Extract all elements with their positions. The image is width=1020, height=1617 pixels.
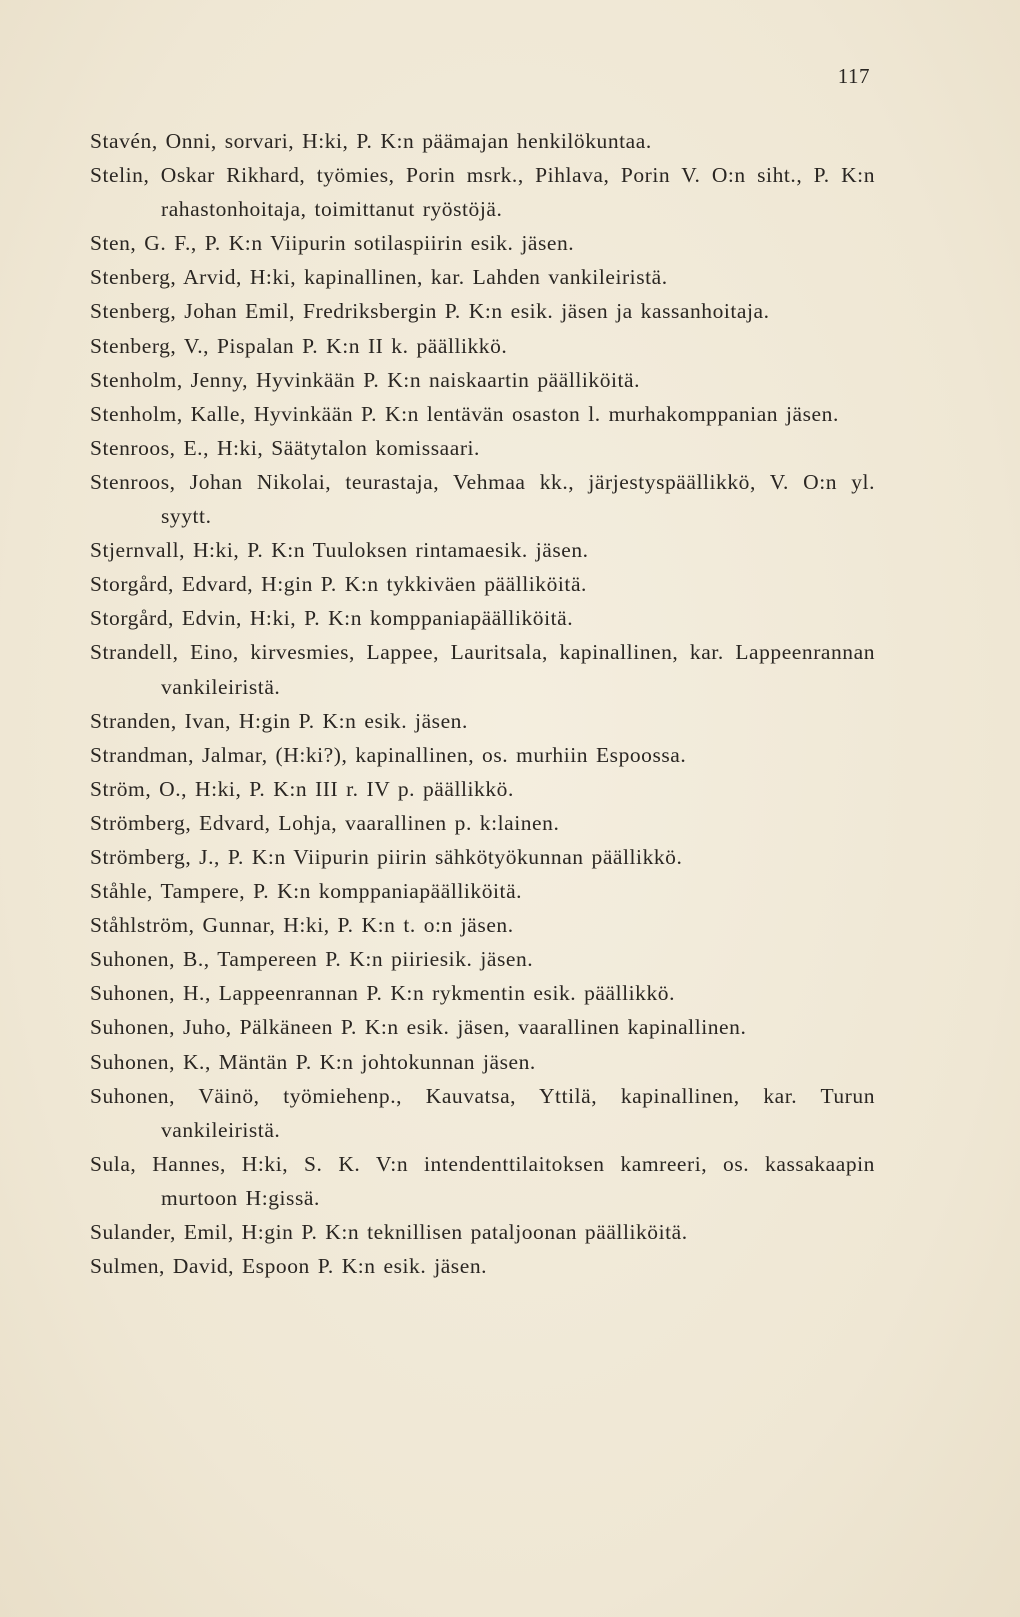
list-item: Suhonen, K., Mäntän P. K:n johtokunnan jäsen.: [90, 1049, 536, 1074]
list-item: Suhonen, Väinö, työmiehenp., Kauvatsa, Yttilä, kapinallinen, kar. Turun vankileiristä.: [90, 1083, 875, 1142]
list-item: Stenberg, Johan Emil, Fredriksbergin P. K:n esik. jäsen ja kassanhoitaja.: [90, 299, 770, 324]
page-number: 117: [837, 64, 870, 88]
list-item: Suhonen, Juho, Pälkäneen P. K:n esik. jäsen, vaarallinen kapinallinen.: [90, 1015, 747, 1040]
list-item: Stenholm, Kalle, Hyvinkään P. K:n lentävän osaston l. murhakomppanian jäsen.: [90, 401, 839, 426]
list-item: Strandell, Eino, kirvesmies, Lappee, Lauritsala, kapinallinen, kar. Lappeenrannan vankileiristä.: [90, 640, 875, 699]
list-item: Ståhlström, Gunnar, H:ki, P. K:n t. o:n jäsen.: [90, 913, 514, 938]
list-item: Storgård, Edvard, H:gin P. K:n tykkiväen päälliköitä.: [90, 572, 587, 597]
entry-list: [90, 124, 875, 1283]
list-item: Stranden, Ivan, H:gin P. K:n esik. jäsen.: [90, 708, 468, 733]
list-item: Sten, G. F., P. K:n Viipurin sotilaspiirin esik. jäsen.: [90, 231, 575, 256]
list-item: Stjernvall, H:ki, P. K:n Tuuloksen rintamaesik. jäsen.: [90, 538, 589, 563]
list-item: Stelin, Oskar Rikhard, työmies, Porin msrk., Pihlava, Porin V. O:n siht., P. K:n rahastonhoitaja, toimittanut ryöstöjä.: [90, 163, 875, 222]
list-item: Stenroos, Johan Nikolai, teurastaja, Vehmaa kk., järjestyspäällikkö, V. O:n yl. syytt.: [90, 469, 875, 529]
list-item: Suhonen, H., Lappeenrannan P. K:n rykmentin esik. päällikkö.: [90, 981, 675, 1006]
list-item: Ståhle, Tampere, P. K:n komppaniapäälliköitä.: [90, 879, 523, 904]
list-item: Stavén, Onni, sorvari, H:ki, P. K:n päämajan henkilökuntaa.: [90, 129, 652, 153]
list-item: Storgård, Edvin, H:ki, P. K:n komppaniapäälliköitä.: [90, 606, 574, 631]
list-item: Ström, O., H:ki, P. K:n III r. IV p. päällikkö.: [90, 776, 514, 801]
list-item: Stenberg, V., Pispalan P. K:n II k. päällikkö.: [90, 333, 508, 358]
list-item: Stenberg, Arvid, H:ki, kapinallinen, kar. Lahden vankileiristä.: [90, 265, 668, 290]
list-item: Strömberg, J., P. K:n Viipurin piirin sähkötyökunnan päällikkö.: [90, 844, 683, 869]
list-item: Stenholm, Jenny, Hyvinkään P. K:n naiskaartin päälliköitä.: [90, 367, 641, 392]
list-item: Strömberg, Edvard, Lohja, vaarallinen p. k:lainen.: [90, 810, 560, 835]
list-item: Sula, Hannes, H:ki, S. K. V:n intendenttilaitoksen kamreeri, os. kassakaapin murtoon H:gissä.: [90, 1151, 875, 1210]
list-item: Strandman, Jalmar, (H:ki?), kapinallinen, os. murhiin Espoossa.: [90, 742, 687, 767]
list-item: Sulmen, David, Espoon P. K:n esik. jäsen.: [90, 1254, 488, 1279]
list-item: Stenroos, E., H:ki, Säätytalon komissaari.: [90, 435, 480, 460]
list-item: Sulander, Emil, H:gin P. K:n teknillisen pataljoonan päälliköitä.: [90, 1220, 688, 1244]
list-item: Suhonen, B., Tampereen P. K:n piiriesik. jäsen.: [90, 947, 534, 972]
